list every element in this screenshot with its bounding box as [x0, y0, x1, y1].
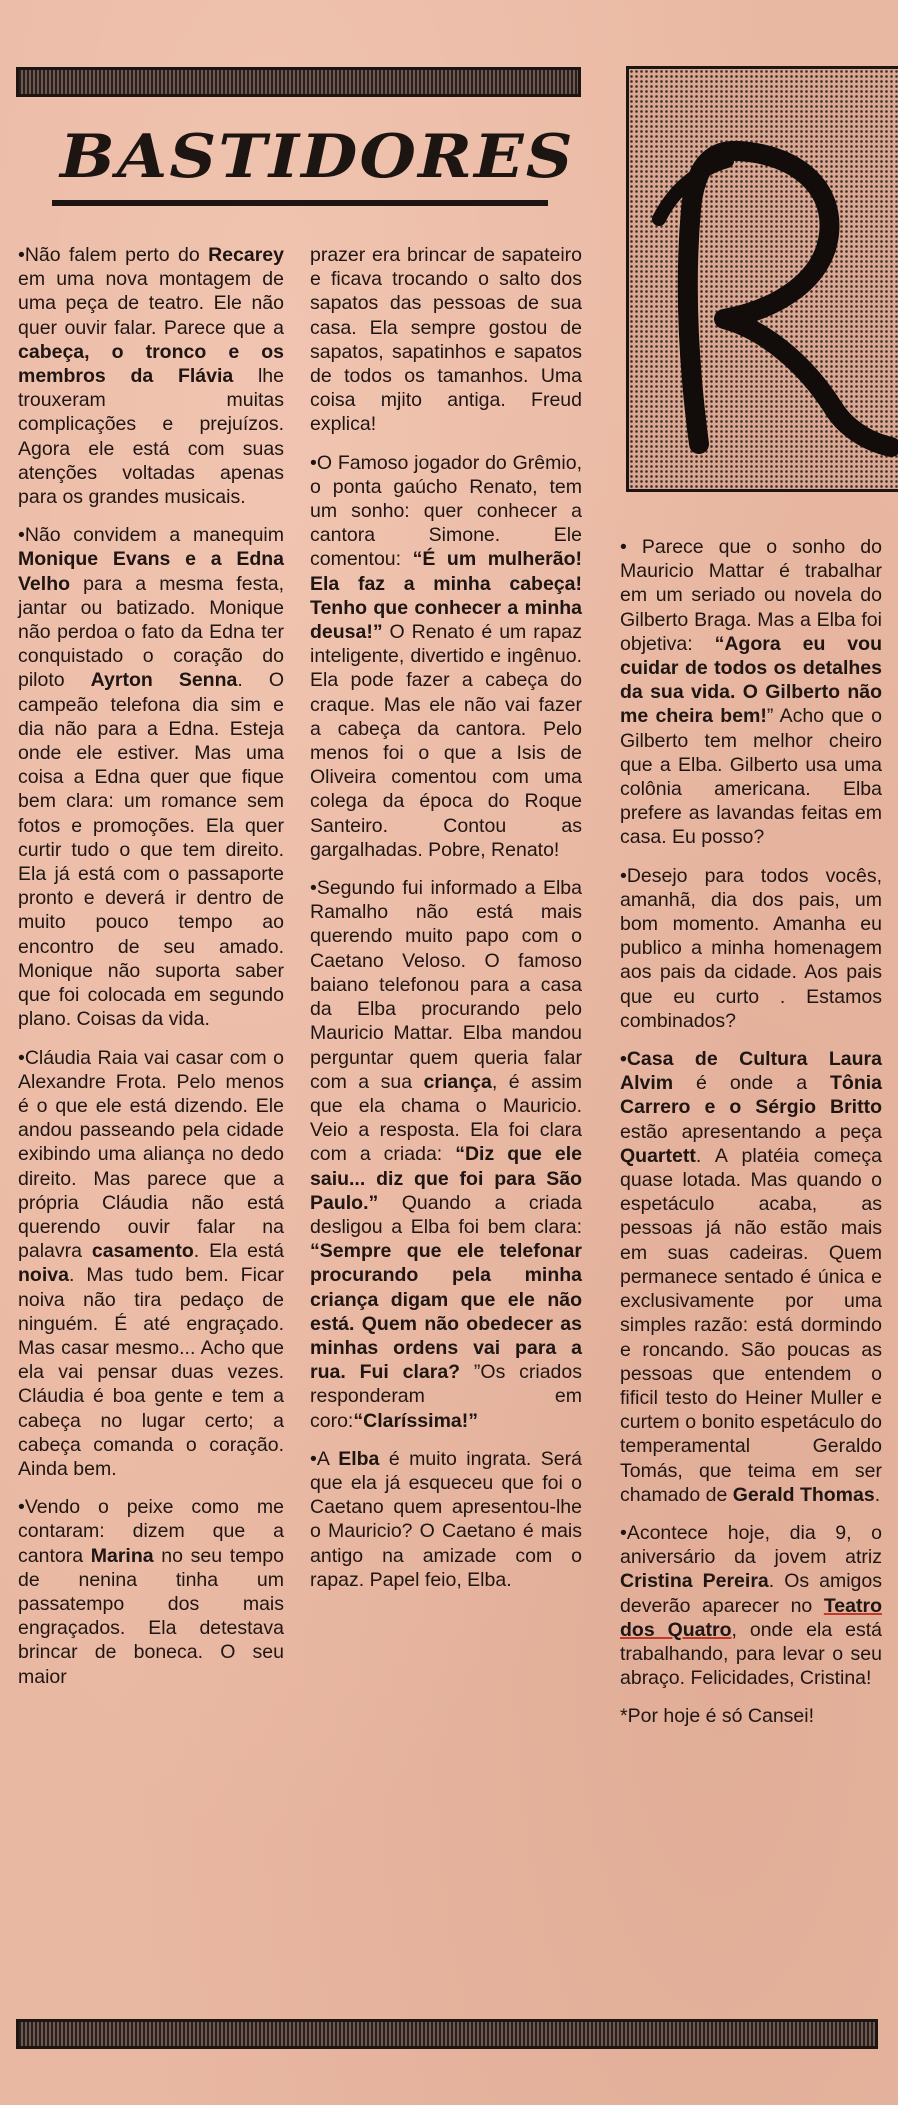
text-column-3: [620, 535, 882, 1743]
text-segment: em uma nova montagem de uma peça de teatro. Ele não quer ouvir falar. Parece que a: [18, 268, 284, 339]
script-r-logo: [629, 69, 898, 492]
text-segment: Elba: [338, 1447, 380, 1470]
logo-box: [626, 66, 898, 492]
text-segment: •O Famoso jogador do Grêmio, o ponta gaúcho Renato, tem um sonho: quer conhecer a cantora Simone. Ele comentou:: [310, 451, 582, 571]
text-segment: . A platéia começa quase lotada. Mas quando o espetáculo acaba, as pessoas já não estão mais em suas cadeiras. Quem permanece sentado é única e exclusivamente por uma simples razão: está dormindo e roncando. São poucas as pessoas que entendem o fificil testo do Heiner Muller e curtem o bonito espetáculo do temperamental Geraldo Tomás, que teima em ser chamado de: [620, 1144, 882, 1506]
text-segment: •Acontece hoje, dia 9, o aniversário da jovem atriz: [620, 1521, 882, 1569]
paragraph: [310, 876, 582, 1433]
text-segment: •Não convidem a manequim: [18, 524, 284, 547]
text-segment: estão apresentando a peça: [620, 1120, 882, 1143]
text-segment: ”Os criados responderam em coro:: [310, 1361, 582, 1432]
text-segment: Tônia Carrero e o Sérgio Britto: [620, 1072, 882, 1119]
title-underline: [52, 200, 548, 206]
top-rule-bar: [16, 67, 581, 97]
text-segment: •A: [310, 1447, 339, 1470]
text-segment: criança: [423, 1070, 492, 1093]
text-segment: é onde a: [673, 1072, 830, 1095]
text-segment: O Renato é um rapaz inteligente, divertido e ingênuo. Ela pode fazer a cabeça do craque. Mas ele não vai fazer a cabeça da cantora. Pelo menos foi o que a Isis de Oliveira comentou com uma colega da época do Roque Santeiro. Contou as gargalhadas. Pobre, Renato!: [310, 621, 582, 861]
paragraph: [18, 1046, 284, 1482]
text-segment: Marina: [90, 1544, 154, 1567]
text-segment: • Parece que o sonho do Mauricio Mattar é trabalhar em um seriado ou novela do Gilberto Braga. Mas a Elba foi objetiva:: [620, 536, 882, 655]
text-segment: •Casa de Cultura Laura Alvim: [620, 1048, 882, 1095]
text-segment: lhe trouxeram muitas complicações e prejuízos. Agora ele está com suas atenções voltadas apenas para os grandes musicais.: [18, 365, 284, 509]
paragraph: [620, 1047, 882, 1507]
paragraph: [18, 1495, 284, 1689]
bottom-rule-bar: [16, 2019, 878, 2049]
paragraph: [18, 523, 284, 1031]
paragraph: [310, 243, 582, 437]
text-segment: Quando a criada desligou a Elba foi bem clara:: [310, 1191, 582, 1238]
text-segment: é muito ingrata. Será que ela já esqueceu que foi o Caetano quem apresentou-lhe o Mauricio? O Caetano é mais antigo na amizade com o rapaz. Papel feio, Elba.: [310, 1447, 582, 1591]
text-segment: “Diz que ele saiu... diz que foi para São Paulo.”: [310, 1143, 582, 1214]
text-segment: . Mas tudo bem. Ficar noiva não tira pedaço de ninguém. É até engraçado. Mas casar mesmo... Acho que ela vai pensar duas vezes. Cláudia é boa gente e tem a cabeça no lugar certo; a cabeça comanda o coração. Ainda bem.: [18, 1264, 284, 1480]
text-segment: Ayrton Senna: [90, 669, 238, 692]
text-segment: •Não falem perto do: [18, 244, 209, 266]
text-segment: .: [874, 1483, 881, 1506]
text-segment: Cristina Pereira: [620, 1570, 769, 1593]
text-segment: “É um mulherão! Ela faz a minha cabeça! Tenho que conhecer a minha deusa!”: [310, 548, 582, 644]
text-segment: •Desejo para todos vocês, amanhã, dia dos pais, um bom momento. Amanha eu publico a minha homenagem aos pais da cidade. Aos pais que eu curto . Estamos combinados?: [620, 864, 882, 1032]
text-segment: *Por hoje é só Cansei!: [620, 1705, 815, 1728]
text-segment: ” Acho que o Gilberto tem melhor cheiro que a Elba. Gilberto usa uma colônia americana. Elba prefere as lavandas feitas em casa. Eu posso?: [620, 705, 883, 849]
text-segment: cabeça, o tronco e os membros da Flávia: [18, 340, 284, 388]
text-segment: “Sempre que ele telefonar procurando pela minha criança digam que ele não está. Quem não obedecer as minhas ordens vai para a rua. Fui clara?: [310, 1240, 582, 1384]
text-segment: •Cláudia Raia vai casar com o Alexandre Frota. Pelo menos é o que ele está dizendo. Ele andou passeando pela cidade exibindo uma aliança no dedo direito. Mas parece que a própria Cláudia não está querendo ouvir falar na palavra: [18, 1046, 284, 1263]
paragraph: [620, 535, 882, 850]
text-segment: prazer era brincar de sapateiro e ficava trocando o salto dos sapatos das pessoas de sua casa. Ela sempre gostou de sapatos, sapatinhos e sapatos de todos os tamanhos. Uma coisa mjito antiga. Freud explica!: [310, 244, 582, 436]
text-segment: casamento: [91, 1240, 194, 1263]
text-segment: . O campeão telefona dia sim e dia não para a Edna. Esteja onde ele estiver. Mas uma coisa a Edna quer que fique bem clara: um romance sem fotos e promoções. Ela quer curtir tudo o que tem direito. Ela já está com o passaporte pronto e deverá ir dentro de muito pouco tempo ao encontro de seu amado. Monique não suporta saber que foi colocada em segundo plano. Coisas da vida.: [18, 669, 284, 1031]
text-segment: “Claríssima!”: [353, 1409, 478, 1432]
text-segment: Monique Evans e a Edna Velho: [18, 548, 284, 595]
paragraph: [620, 1521, 882, 1690]
paragraph: [18, 243, 284, 509]
text-segment: Teatro dos Quatro: [620, 1594, 882, 1641]
text-segment: •Vendo o peixe como me contaram: dizem que a cantora: [18, 1496, 284, 1567]
text-segment: para a mesma festa, jantar ou batizado. Monique não perdoa o fato da Edna ter conquistado o coração do piloto: [18, 572, 284, 692]
text-segment: . Ela está: [193, 1240, 285, 1263]
paragraph: [310, 1447, 582, 1592]
text-segment: “Agora eu vou cuidar de todos os detalhes da sua vida. O Gilberto não me cheira bem!: [620, 632, 882, 728]
column-title: BASTIDORES: [60, 122, 575, 192]
text-segment: . Os amigos deverão aparecer no: [620, 1570, 882, 1617]
text-column-2: [310, 243, 582, 1606]
text-segment: , onde ela está trabalhando, para levar o seu abraço. Felicidades, Cristina!: [620, 1618, 882, 1690]
text-column-1: [18, 243, 284, 1703]
text-segment: Quartett: [620, 1144, 696, 1167]
text-segment: , é assim que ela chama o Mauricio. Veio a resposta. Ela foi clara com a criada:: [310, 1070, 582, 1166]
text-segment: Recarey: [208, 244, 284, 266]
text-segment: no seu tempo de nenina tinha um passatempo dos mais engraçados. Ela detestava brincar de boneca. O seu maior: [18, 1544, 284, 1688]
text-segment: noiva: [18, 1264, 69, 1287]
paragraph: [620, 1704, 882, 1728]
text-segment: Gerald Thomas: [732, 1483, 875, 1506]
paragraph: [620, 864, 882, 1033]
text-segment: •Segundo fui informado a Elba Ramalho não está mais querendo muito papo com o Caetano Veloso. O famoso baiano telefonou para a casa da Elba procurando pelo Mauricio Mattar. Elba mandou perguntar quem queria falar com a sua: [310, 877, 582, 1093]
paragraph: [310, 451, 582, 862]
